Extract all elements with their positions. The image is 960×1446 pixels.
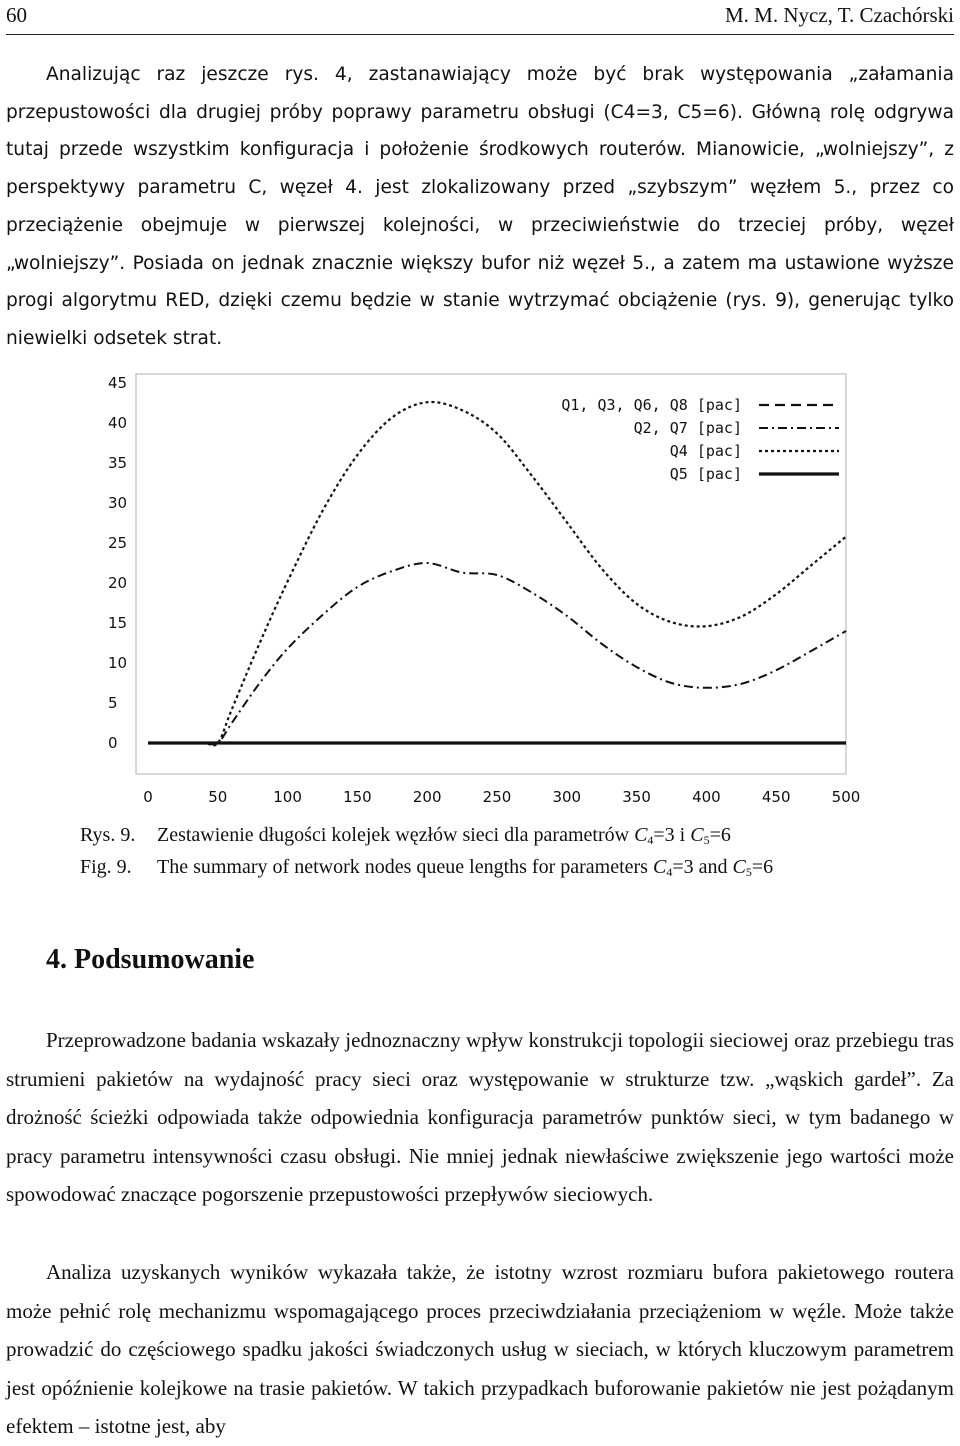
- caption-pl-label: Rys. 9.: [80, 824, 136, 846]
- caption-sub: 4: [647, 833, 654, 847]
- x-tick-label: 200: [412, 788, 442, 806]
- paragraph-summary-1: [6, 1021, 954, 1214]
- caption-sub: 5: [703, 833, 710, 847]
- paragraph-summary-2: [6, 1253, 954, 1446]
- page-header: [6, 0, 954, 35]
- x-tick-label: 350: [622, 788, 651, 806]
- legend-label: Q2, Q7 [pac]: [633, 419, 742, 437]
- section-heading: 4. Podsumowanie: [46, 944, 255, 975]
- x-tick-label: 400: [692, 788, 721, 806]
- y-axis-ticks: [108, 374, 127, 752]
- figure-caption: [80, 822, 773, 886]
- y-tick-label: 40: [108, 414, 128, 432]
- legend-label: Q4 [pac]: [669, 442, 742, 460]
- caption-eq: =6: [709, 824, 731, 846]
- caption-en-label: Fig. 9.: [80, 856, 132, 878]
- caption-var: C: [652, 856, 667, 878]
- x-tick-label: 150: [343, 788, 372, 806]
- chart-legend: [561, 396, 839, 483]
- series-line-2: [148, 563, 846, 744]
- caption-eq: =3 and: [672, 856, 733, 878]
- caption-sub: 4: [666, 865, 673, 879]
- page-number: 60: [6, 3, 27, 27]
- caption-english: [80, 854, 773, 886]
- y-tick-label: 15: [108, 614, 128, 632]
- caption-eq: =6: [751, 856, 774, 878]
- caption-var: C: [690, 824, 704, 846]
- y-tick-label: 20: [108, 574, 128, 592]
- paragraph-summary-1-text: Przeprowadzone badania wskazały jednoznaczny wpływ konstrukcji topologii sieciowej oraz przebiegu tras strumieni pakietów na wydajność pracy sieci oraz występowanie w strukturze tzw. „wąskich gardeł”. Za drożność ścieżki odpowiada także odpowiednia konfiguracja parametrów punktów sieci, w tym badanego w pracy parametru intensywności czasu obsługi. Nie mniej jednak niewłaściwe zwiększenie jego wartości może spowodować znaczące pogorszenie przepustowości przepływów sieciowych.: [6, 1028, 954, 1207]
- x-tick-label: 250: [482, 788, 512, 806]
- x-tick-label: 500: [831, 788, 861, 806]
- paragraph-analysis: [6, 56, 954, 358]
- paragraph-analysis-text: Analizując raz jeszcze rys. 4, zastanawiający może być brak występowania „załamania przepustowości dla drugiej próby poprawy parametru obsługi (C4=3, C5=6). Główną rolę odgrywa tutaj przede wszystkim konfiguracja i położenie środkowych routerów. Mianowicie, „wolniejszy”, z perspektywy parametru C, węzeł 4. jest zlokalizowany przed „szybszym” węzłem 5., przez co przeciążenie obejmuje w pierwszej kolejności, w przeciwieństwie do trzeciej próby, węzeł „wolniejszy”. Posiada on jednak znacznie większy bufor niż węzeł 5., a zatem ma ustawione wyższe progi algorytmu RED, dzięki czemu będzie w stanie wytrzymać obciążenie (rys. 9), generując tylko niewielki odsetek strat.: [6, 64, 954, 349]
- x-tick-label: 0: [143, 788, 153, 806]
- x-tick-label: 450: [761, 788, 791, 806]
- queue-length-chart: [104, 370, 874, 810]
- caption-var: C: [732, 856, 746, 878]
- paragraph-summary-2-text: Analiza uzyskanych wyników wykazała także, że istotny wzrost rozmiaru bufora pakietowego routera może pełnić rolę mechanizmu wspomagającego proces przeciwdziałania przeciążeniom w węźle. Może także prowadzić do częściowego spadku jakości świadczonych usług w sieciach, w których kluczowym parametrem jest opóźnienie kolejkowe na trasie pakietów. W takich przypadkach buforowanie pakietów nie jest pożądanym efektem – istotne jest, aby: [6, 1260, 954, 1439]
- caption-en-text: The summary of network nodes queue lengths for parameters: [157, 856, 653, 878]
- y-tick-label: 5: [108, 694, 118, 712]
- y-tick-label: 0: [108, 734, 118, 752]
- legend-label: Q5 [pac]: [669, 465, 742, 483]
- caption-polish: [80, 822, 773, 854]
- legend-label: Q1, Q3, Q6, Q8 [pac]: [561, 396, 742, 414]
- y-tick-label: 30: [108, 494, 128, 512]
- caption-sub: 5: [745, 865, 752, 879]
- x-tick-label: 100: [273, 788, 302, 806]
- y-tick-label: 45: [108, 374, 128, 392]
- y-tick-label: 35: [108, 454, 128, 472]
- caption-var: C: [634, 824, 648, 846]
- caption-eq: =3 i: [653, 824, 691, 846]
- caption-pl-text: Zestawienie długości kolejek węzłów sieci dla parametrów: [157, 824, 635, 846]
- x-tick-label: 50: [208, 788, 228, 806]
- y-tick-label: 10: [108, 654, 128, 672]
- y-tick-label: 25: [108, 534, 128, 552]
- x-tick-label: 300: [552, 788, 582, 806]
- x-axis-ticks: [143, 788, 860, 806]
- authors-running-head: M. M. Nycz, T. Czachórski: [724, 3, 954, 27]
